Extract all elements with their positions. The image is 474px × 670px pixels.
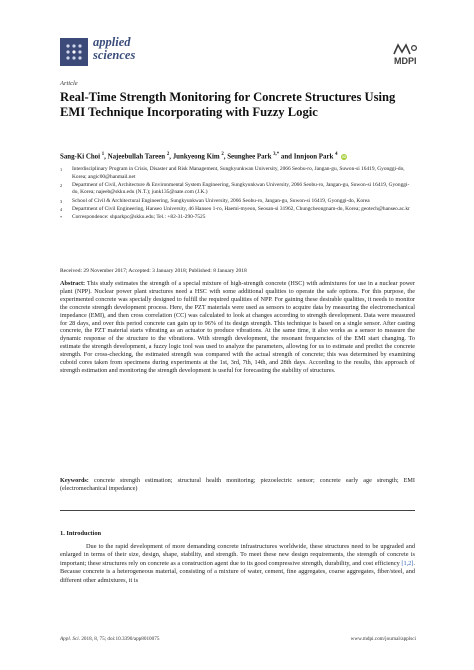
journal-name-line2: sciences [93,48,136,62]
intro-text: Due to the rapid development of more demanding concrete infrastructures worldwide, these structures need to be upgraded and enlarged in terms of their size, design, shape, stability, and strength. To meet these new design requirements, the strength of concrete is important; these structures rely on concrete as a construction agent due to its good compressive strength, durability, and cost efficiency [60,543,415,567]
affiliation-text: School of Civil & Architectural Engineering, Sungkyunkwan University, 2066 Seobu-ro, Jangan-gu, Suwon-si 16419, Gyonggi-do, Korea [72,197,370,204]
affiliation-item [60,198,415,206]
abstract-label: Abstract: [60,280,86,287]
footer-journal: Appl. Sci. [60,636,81,642]
publisher-logo[interactable] [392,42,418,66]
author-name[interactable]: Innjoon Park [293,153,334,161]
author-name[interactable]: Sang-Ki Choi [60,153,101,161]
section-divider [60,510,415,511]
orcid-icon[interactable]: iD [342,153,347,159]
paper-title: Real-Time Strength Monitoring for Concrete Structures Using EMI Technique Incorporating with Fuzzy Logic [60,90,396,120]
footer-citation [60,636,159,642]
author-affiliation-mark: 1 [101,152,105,157]
affiliation-mark: 2 [60,182,63,188]
author-name[interactable]: Najeebullah Tareen [107,153,166,161]
affiliation-item [60,166,415,181]
affiliation-text: Interdisciplinary Program in Crisis, Disaster and Risk Management, Sungkyunkwan University, 2066 Seobu-ro, Jangan-gu, Suwon-si 16419, Gyonggi-do, Korea; angic00@hanmail.net [72,166,405,180]
author-name[interactable]: Junkyeong Kim [172,153,220,161]
intro-text-continued: . Because concrete is a heterogeneous material, consisting of a mixture of water, cement, fine aggregates, coarse aggregates, fiber/steel, and different other admixtures, it is [60,559,415,584]
journal-logo-icon [64,42,84,62]
correspondence-mark: * [60,214,63,220]
keywords [60,477,415,493]
footer-doi[interactable]: 2018, 8, 75; doi:10.3390/app8010075 [80,636,160,642]
affiliation-item [60,206,415,214]
publisher-name: MDPI [394,56,417,66]
journal-name [93,36,135,62]
author-name[interactable]: Seunghee Park [227,153,272,161]
introduction-paragraph [60,543,415,585]
affiliation-mark: 3 [60,198,63,204]
journal-header [60,36,418,76]
affiliation-list [60,166,415,222]
citation-link[interactable]: [1,2] [401,559,414,567]
author-affiliation-mark: 3,* [273,152,280,157]
author-affiliation-mark: 2 [221,152,224,157]
article-type: Article [60,80,78,87]
affiliation-text: Department of Civil Engineering, Hanseo University, 46 Hanseo 1-ro, Haemi-myeon, Seosan-si 31962, Chungcheongnam-do, Korea; geotech@hanseo.ac.kr [72,205,410,212]
journal-logo[interactable] [60,38,88,66]
author-list: Sang-Ki Choi $^1$, Najeebullah Tareen $^2$, Junkyeong Kim $^2$, Seunghee Park $^{3,*}$ and Innjoon Park $^4$ iD [60,152,347,161]
abstract [60,280,415,375]
keywords-text: concrete strength estimation; structural health monitoring; piezoelectric sensor; concrete early age strength; EMI (electromechanical impedance) [60,477,415,492]
correspondence-text: Correspondence: shparkpc@skku.edu; Tel.: +82-31-290-7525 [72,213,206,220]
section-heading: 1. Introduction [60,530,102,537]
correspondence-item [60,214,415,222]
abstract-text: This study estimates the strength of a special mixture of high-strength concrete (HSC) with admixtures for use in a nuclear power plant (NPP). Nuclear power plant structures need a HSC with some additional qualities to operate the safe options. For this purpose, the experimented concrete was specially designed to fulfill the required qualities of NPP. For gaining these desirable qualities, it needs to monitor the concrete strength development process. Here, the PZT materials were used as sensors to acquire data by measuring the electromechanical impedance (EMI), and then cross correlation (CC) was calculated to look at changes according to strength development. Data were measured for 28 days, and over this period concrete can gain up to 96% of its design strength. This technique is based on a single sensor. After casting concrete, the PZT material starts vibrating as an actuator to produce vibrations. At the same time, it also works as a sensor to measure the dynamic response of the structure to the vibrations. With strength development, the resonant frequencies of the EMI start changing. To estimate the strength development, a fuzzy logic tool was used to analyze the parameters, allowing for us to estimate and predict the concrete strength. For cross-checking, the estimated strength was compared with the actual strength of concrete; this was determined by examining cuboid cores taken from specimens during experiments at the 1st, 3rd, 7th, 14th, and 28th days. According to the results, this approach of strength estimation and monitoring the strength development is useful for forecasting the stability of structures. [60,280,415,374]
keywords-label: Keywords: [60,477,89,484]
affiliation-text: Department of Civil, Architecture & Environmental System Engineering, Sungkyunkwan University, 2066 Seobu-ro, Jangan-gu, Suwon-si 16419, Gyonggi-do, Korea; najeeb@skku.edu (N.T.); junk135@nate.com (J.K.) [72,181,410,196]
author-affiliation-mark: 4 [335,152,338,157]
mdpi-logo-icon [392,42,418,56]
footer-url[interactable]: www.mdpi.com/journal/applsci [350,636,416,642]
author-affiliation-mark: 2 [166,152,170,157]
publication-dates: Received: 29 November 2017; Accepted: 3 January 2018; Published: 8 January 2018 [60,268,247,274]
journal-name-line1: applied [93,35,131,49]
affiliation-mark: 4 [60,206,63,212]
affiliation-item [60,182,415,197]
affiliation-mark: 1 [60,167,63,172]
